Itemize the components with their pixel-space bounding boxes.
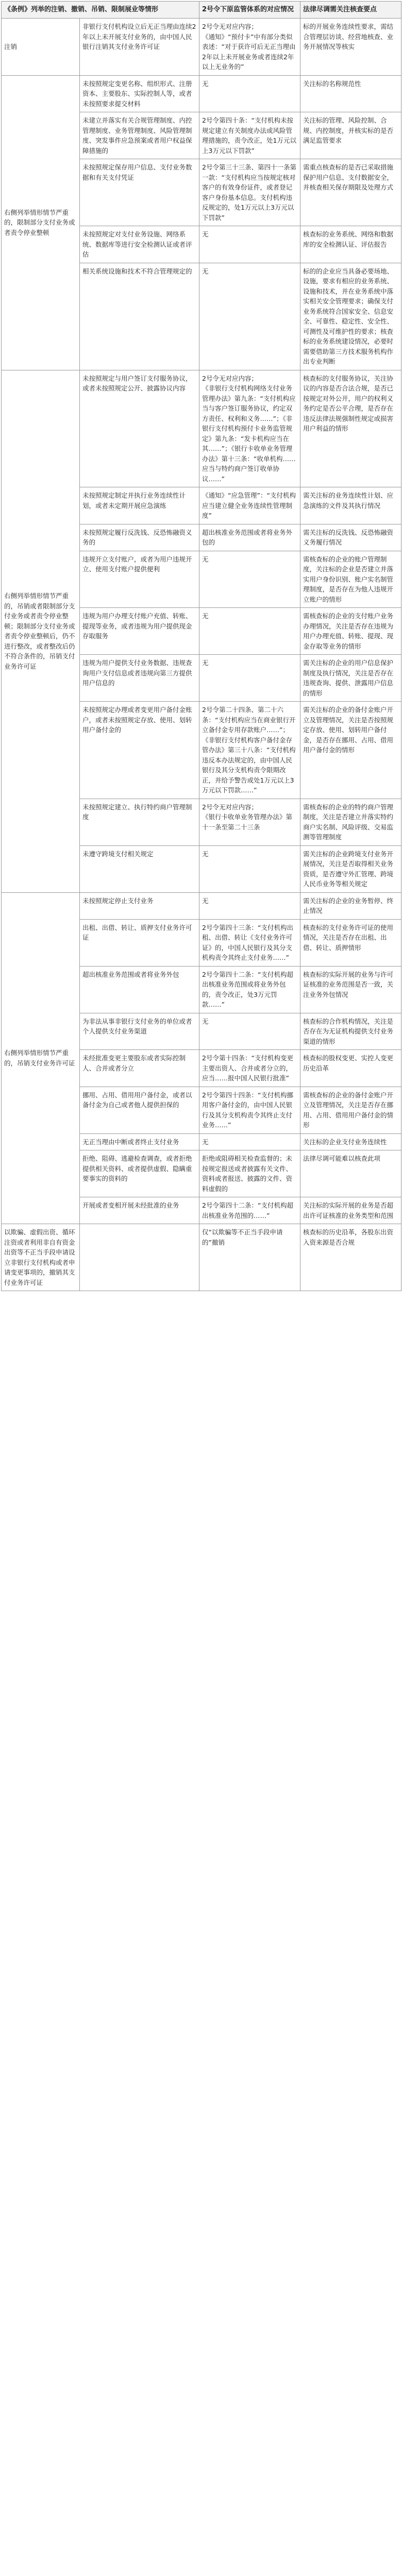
header-col-diligence: 法律尽调需关注核查要点 <box>300 2 401 19</box>
situation-cell: 未按照规定履行反洗钱、反恐怖融资义务的 <box>80 524 199 551</box>
diligence-point-cell: 核查标的股权变更、实控人变更历史沿革 <box>300 1050 401 1087</box>
old-system-cell: 无 <box>199 608 300 655</box>
table-row <box>2 370 401 487</box>
old-system-cell: 仅“以欺骗等不正当手段申请的”撤销 <box>199 1224 300 1291</box>
consequence-label: 右侧列举情形情节严重的，吊销支付业务许可证 <box>2 892 80 1224</box>
diligence-point-cell: 核查标的历史沿革，各股东出资入资来源是否合规 <box>300 1224 401 1291</box>
situation-cell: 违规开立支付账户，或者为用户违规开立、使用支付账户提供便利 <box>80 551 199 608</box>
situation-cell: 违规为用户提供支付业务数据、违规查询用户支付信息或者违规向第三方提供用户信息的 <box>80 655 199 702</box>
diligence-point-cell: 核查标的业务系统、网络和数据库的安全检测认证、评估报告 <box>300 226 401 263</box>
diligence-point-cell: 关注标的企业支付业务连续性 <box>300 1133 401 1150</box>
consequence-label: 以欺骗、虚假出资、循环注资或者利用非自有资金出资等不正当手段申请设立非银行支付机构或者申请变更事项的，撤销其支付业务许可证 <box>2 1224 80 1291</box>
table-header-row <box>2 2 401 19</box>
table-row <box>2 19 401 76</box>
diligence-point-cell: 需核查标的企业的支付账户业务办理情况，关注是否存在违规为用户办理充值、转账、提现、现金存取等业务的情形 <box>300 608 401 655</box>
diligence-point-cell: 关注标的名称规范性 <box>300 75 401 112</box>
old-system-cell: 无 <box>199 1013 300 1050</box>
diligence-point-cell: 需关注标的企业的备付金账户开立及管理情况，关注是否按照规定存放、使用、划转用户备付金，是否存在挪用、占用、借用用户备付金的情形 <box>300 702 401 799</box>
old-system-cell: 无 <box>199 892 300 919</box>
situation-cell: 无正当理由中断或者终止支付业务 <box>80 1133 199 1150</box>
old-system-cell: 2号令第四十四条：“支付机构挪用客户备付金的，由中国人民银行及其分支机构责令其终止支付业务……” <box>199 1087 300 1133</box>
situation-cell: 未按照规定保存用户信息、支付业务数据和有关支付凭证 <box>80 159 199 226</box>
old-system-cell: 2号令第三十三条、第四十一条第一款：“支付机构应当按规定核对客户的有效身份证件，或者登记客户身份基本信息。支付机构违反规定的，处1万元以上3万元以下罚款” <box>199 159 300 226</box>
old-system-cell: 2号令第四十二条：“支付机构超出核准业务范围或将业务外包的，责令改正，处3万元罚款……” <box>199 966 300 1013</box>
situation-cell: 未经批准变更主要股东或者实际控制人、合并或者分立 <box>80 1050 199 1087</box>
diligence-point-cell: 需关注标的业务连续性计划、应急演练的文件及其执行情况 <box>300 487 401 524</box>
diligence-point-cell: 需关注标的企业跨境支付业务开展情况，关注是否取得相关业务资质，是否遵守外汇管理、跨境人民币业务等相关规定 <box>300 845 401 892</box>
diligence-point-cell: 关注标的实际开展的业务是否超出许可证核准的业务类型和范围 <box>300 1197 401 1224</box>
diligence-point-cell: 需重点核查标的是否已采取措施保护用户信息、支付数据安全，并核查相关保存期限及处理方式 <box>300 159 401 226</box>
diligence-point-cell: 核查标的合作机构情况，关注是否存在为无证机构提供支付业务渠道的情形 <box>300 1013 401 1050</box>
situation-cell: 拒绝、阻碍、逃避检查调查，或者拒绝提供相关资料、或者提供虚假、隐瞒重要事实的资料的 <box>80 1150 199 1197</box>
situation-cell: 挪用、占用、借用用户备付金，或者以备付金为自己或者他人提供担保的 <box>80 1087 199 1133</box>
old-system-cell: 无 <box>199 551 300 608</box>
diligence-point-cell: 核查标的支付业务许可证的使用情况，关注是否存在出租、出借、转让、质押情形 <box>300 919 401 966</box>
diligence-point-cell: 需关注标的反洗钱、反恐怖融资义务履行情况 <box>300 524 401 551</box>
diligence-point-cell: 标的开展业务连续性要求，需结合管理层访谈、经营地核查、业务开展情况等核实 <box>300 19 401 76</box>
table-row <box>2 892 401 919</box>
header-col-old-system: 2号令下原监管体系的对应情况 <box>199 2 300 19</box>
situation-cell: 违规为用户办理支付账户充值、转账、提现等业务，或者违规为用户提供现金存取服务 <box>80 608 199 655</box>
situation-cell: 出租、出借、转让、质押支付业务许可证 <box>80 919 199 966</box>
diligence-point-cell: 标的的企业应当具备必要场地、设施，要求有相应的业务系统、设施和技术，并在业务系统中落实相关安全管理要求；确保支付业务系统符合国家安全、信息安全、可靠性、稳定性、安全性、可测性及可维护性的要求；核查标的业务系统建设情况，必要时需要借助第三方技术服务机构作出专业判断 <box>300 263 401 370</box>
situation-cell <box>80 1224 199 1291</box>
old-system-cell: 无 <box>199 263 300 370</box>
situation-cell: 未按照规定变更名称、组织形式、注册资本、主要股东、实际控制人等，或者未按照要求提交材料 <box>80 75 199 112</box>
diligence-point-cell: 需核查标的企业的账户管理制度，关注标的企业是否建立并落实用户身份识别、账户实名制管理制度，是否存在为他人违规开立账户的情形 <box>300 551 401 608</box>
diligence-point-cell: 需核查标的企业的特约商户管理制度，关注是否建立并落实特约商户实名制、风险评级、交易监测等管理制度 <box>300 799 401 845</box>
situation-cell: 相关系统设施和技术不符合管理规定的 <box>80 263 199 370</box>
diligence-point-cell: 核查标的实际开展的业务与许可证核准的业务范围是否一致，关注业务外包情况 <box>300 966 401 1013</box>
situation-cell: 未按照规定建立、执行特约商户管理制度 <box>80 799 199 845</box>
old-system-cell: 《通知》“应急管理”：“支付机构应当建立健全业务连续性管理制度” <box>199 487 300 524</box>
header-col-situation: 《条例》列举的注销、撤销、吊销、限制展业等情形 <box>2 2 199 19</box>
situation-cell: 开展或者变相开展未经批准的业务 <box>80 1197 199 1224</box>
situation-cell: 未按照规定对支付业务设施、网络系统、数据库等进行安全检测认证或者评估 <box>80 226 199 263</box>
table-row <box>2 1224 401 1291</box>
situation-cell: 未按照规定办理或者变更用户备付金账户，或者未按照规定存放、使用、划转用户备付金的 <box>80 702 199 799</box>
diligence-point-cell: 需核查标的企业的备付金账户开立及管理情况，关注是否存在挪用、占用、借用用户备付金的情形 <box>300 1087 401 1133</box>
regulation-comparison-table <box>1 1 401 1291</box>
situation-cell: 为非法从事非银行支付业务的单位或者个人提供支付业务渠道 <box>80 1013 199 1050</box>
old-system-cell: 2号令第四十三条：“支付机构出租、出借、转让《支付业务许可证》的，中国人民银行及其分支机构责令其终止支付业务……” <box>199 919 300 966</box>
old-system-cell: 无 <box>199 75 300 112</box>
old-system-cell: 无 <box>199 1133 300 1150</box>
situation-cell: 非银行支付机构设立后无正当理由连续2年以上未开展支付业务的，由中国人民银行注销其支付业务许可证 <box>80 19 199 76</box>
situation-cell: 未按照规定与用户签订支付服务协议，或者未按照规定公开、披露协议内容 <box>80 370 199 487</box>
old-system-cell: 2号令第二十四条、第二十六条：“支付机构应当在商业银行开立备付金专用存款账户……”；《非银行支付机构客户备付金存管办法》第三十八条：“支付机构违反本办法规定的，由中国人民银行及其分支机构责令限期改正，并给予警告或处1万元以上3万元以下罚款……” <box>199 702 300 799</box>
situation-cell: 未遵守跨境支付相关规定 <box>80 845 199 892</box>
old-system-cell: 超出核准业务范围或者将业务外包的 <box>199 524 300 551</box>
situation-cell: 未按照规定停止支付业务 <box>80 892 199 919</box>
table-row <box>2 75 401 112</box>
old-system-cell: 2号令无对应内容； 《非银行支付机构网络支付业务管理办法》第九条：“支付机构应当与客户签订服务协议，约定双方责任、权利和义务……”；《非银行支付机构预付卡业务监管规定》第九条：“发卡机构应当在其……”；《银行卡收单业务管理办法》第十三条：“收单机构……应当与特约商户签订收单协议……” <box>199 370 300 487</box>
old-system-cell: 2号令无对应内容； 《通知》“预付卡”中有部分类似表述：“对于获许可后无正当理由2年以上未开展业务或者连续2年以上无业务的” <box>199 19 300 76</box>
old-system-cell: 2号令第四十条：“支付机构未按规定建立有关制度办法或风险管理措施的，责令改正，处1万元以上3万元以下罚款” <box>199 112 300 159</box>
situation-cell: 超出核准业务范围或者将业务外包 <box>80 966 199 1013</box>
situation-cell: 未建立并落实有关合规管理制度、内控管理制度、业务管理制度、风险管理制度、突发事件应急预案或者用户权益保障措施的 <box>80 112 199 159</box>
diligence-point-cell: 需关注标的企业的业务暂停、终止情况 <box>300 892 401 919</box>
diligence-point-cell: 关注标的管理、风险控制、合规、内控制度，并核实标的是否满足监管要求 <box>300 112 401 159</box>
old-system-cell: 2号令第十四条：“支付机构变更主要出资人、合并或者分立的，应当……报中国人民银行批准” <box>199 1050 300 1087</box>
consequence-label: 右侧列举情形情节严重的，限制部分支付业务或者责令停业整顿 <box>2 75 80 370</box>
old-system-cell: 2号令第四十二条：“支付机构超出核准业务范围的……” <box>199 1197 300 1224</box>
situation-cell: 未按照规定制定并执行业务连续性计划，或者未定期开展应急演练 <box>80 487 199 524</box>
diligence-point-cell: 核查标的支付服务协议，关注协议的内容是否合法合规，是否已按规定对外公开，用户的权利义务约定是否公平合理，是否存在违反法律法规强制性规定或损害用户利益的情形 <box>300 370 401 487</box>
old-system-cell: 无 <box>199 655 300 702</box>
consequence-label: 右侧列举情形情节严重的，吊销或者限制部分支付业务或者责令停业整顿；限制部分支付业务或者责令停业整顿后，仍不进行整改，或者整改后仍不符合条件的，吊销支付业务许可证 <box>2 370 80 892</box>
old-system-cell: 2号令无对应内容； 《银行卡收单业务管理办法》第十一条至第二十三条 <box>199 799 300 845</box>
diligence-point-cell: 法律尽调可能难以核查此项 <box>300 1150 401 1197</box>
diligence-point-cell: 需关注标的企业的用户信息保护制度及执行情况，关注是否存在违规查询、提供、泄露用户信息的情形 <box>300 655 401 702</box>
consequence-label: 注销 <box>2 19 80 76</box>
old-system-cell: 无 <box>199 845 300 892</box>
old-system-cell: 拒绝或阻碍相关检查监督的；未按规定报送或者披露有关文件、资料或者报送、披露的文件、资料虚假的 <box>199 1150 300 1197</box>
old-system-cell: 无 <box>199 226 300 263</box>
